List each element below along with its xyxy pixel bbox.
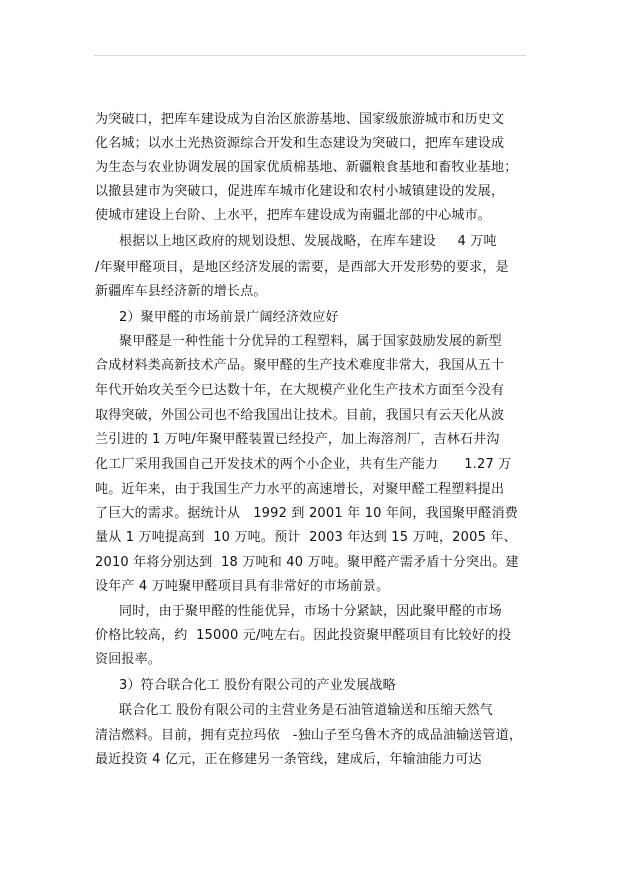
- text-line: 为突破口，把库车建设成为自治区旅游基地、国家级旅游城市和历史文: [95, 112, 505, 127]
- paragraph-first-line: 根据以上地区政府的规划设想、发展战略，在库车建设 4 万吨: [119, 234, 497, 249]
- text-line: 以撤县建市为突破口，促进库车城市化建设和农村小城镇建设的发展，: [95, 184, 505, 199]
- text-line: 取得突破，外国公司也不给我国出让技术。目前，我国只有云天化从波: [95, 408, 505, 423]
- text-line: 2010 年将分别达到 18 万吨和 40 万吨。聚甲醛产需矛盾十分突出。建: [95, 555, 519, 570]
- text-line: 量从 1 万吨提高到 10 万吨。预计 2003 年达到 15 万吨，2005 年、: [95, 530, 517, 545]
- text-line: 吨。近年来，由于我国生产力水平的高速增长，对聚甲醛工程塑料提出: [95, 482, 505, 497]
- text-line: 使城市建设上台阶、上水平，把库车建设成为南疆北部的中心城市。: [95, 208, 492, 223]
- text-line: 化名城；以水土光热资源综合开发和生态建设为突破口，把库车建设成: [95, 136, 505, 151]
- text-line: 了巨大的需求。据统计从 1992 到 2001 年 10 年间，我国聚甲醛消费: [95, 506, 518, 521]
- text-line: 最近投资 4 亿元，正在修建另一条管线，建成后，年输油能力可达: [95, 752, 482, 767]
- section-heading-2: 2）聚甲醛的市场前景广阔经济效应好: [119, 310, 339, 325]
- paragraph-first-line: 聚甲醛是一种性能十分优异的工程塑料，属于国家鼓励发展的新型: [119, 334, 502, 349]
- text-line: 价格比较高，约 15000 元/吨左右。因此投资聚甲醛项目有比较好的投: [95, 628, 512, 643]
- text-line: /年聚甲醛项目，是地区经济发展的需要，是西部大开发形势的要求，是: [95, 260, 509, 275]
- header-rule: [94, 55, 526, 56]
- text-line: 为生态与农业协调发展的国家优质棉基地、新疆粮食基地和畜牧业基地；: [95, 160, 518, 175]
- text-line: 化工厂采用我国自己开发技术的两个小企业，共有生产能力 1.27 万: [95, 457, 512, 472]
- text-line: 资回报率。: [95, 652, 162, 667]
- section-heading-3: 3）符合联合化工 股份有限公司的产业发展战略: [119, 678, 396, 693]
- text-line: 清洁燃料。目前，拥有克拉玛依 -独山子至乌鲁木齐的成品油输送管道，: [95, 728, 523, 743]
- text-line: 设年产 4 万吨聚甲醛项目具有非常好的市场前景。: [95, 579, 390, 594]
- text-line: 新疆库车县经济新的增长点。: [95, 284, 267, 299]
- paragraph-first-line: 同时，由于聚甲醛的性能优异，市场十分紧缺，因此聚甲醛的市场: [119, 604, 502, 619]
- text-line: 年代开始攻关至今已达数十年，在大规模产业化生产技术方面至今没有: [95, 383, 505, 398]
- paragraph-first-line: 联合化工 股份有限公司的主营业务是石油管道输送和压缩天然气: [119, 703, 493, 718]
- text-line: 兰引进的 1 万吨/年聚甲醛装置已经投产，加上海溶剂厂，吉林石井沟: [95, 432, 500, 447]
- text-line: 合成材料类高新技术产品。聚甲醛的生产技术难度非常大，我国从五十: [95, 358, 505, 373]
